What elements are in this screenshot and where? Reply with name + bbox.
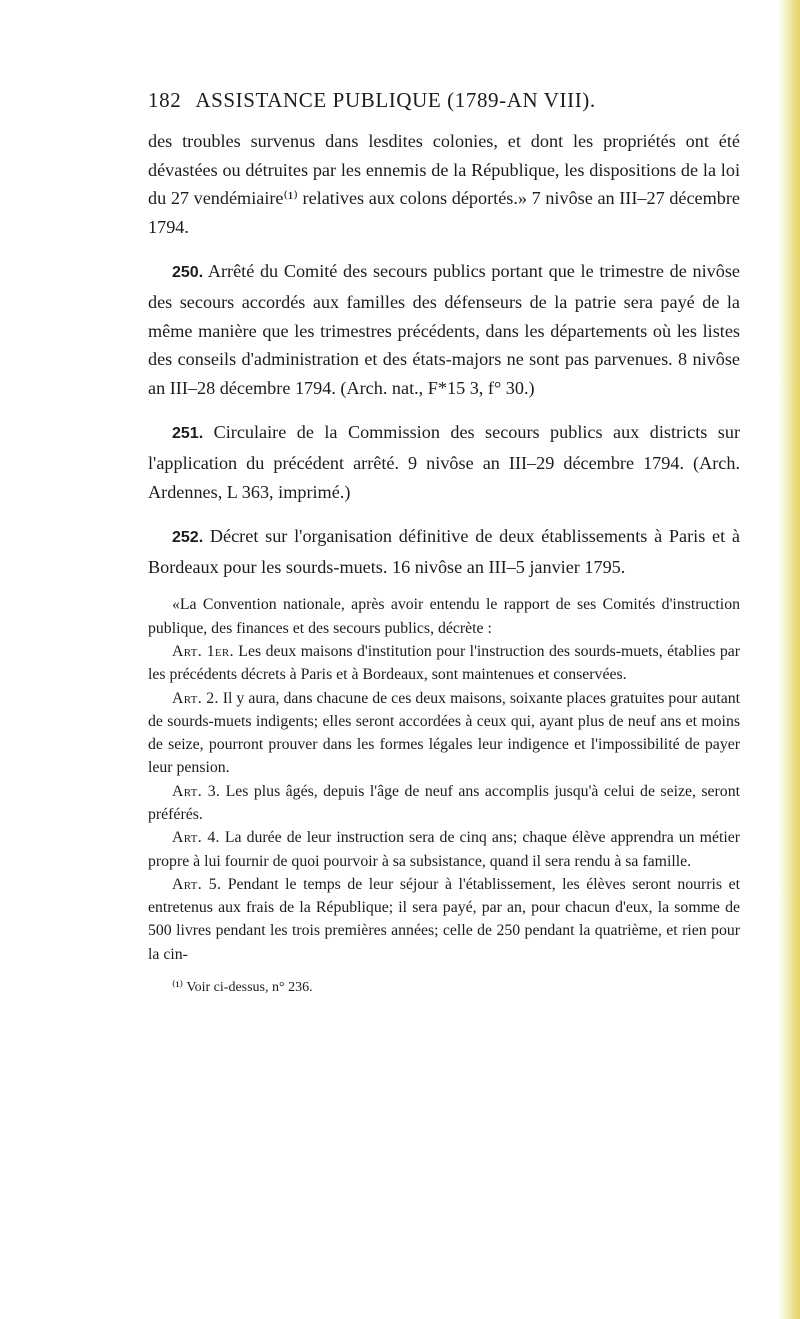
entry-text: Arrêté du Comité des secours publics portant que le trimestre de nivôse des secours accordés aux familles des défenseurs de la patrie sera payé de la même manière que les trimestres précédents, dans les départements où les listes des conseils d'administration et des états-majors ne sont pas parvenues. 8 nivôse an III–28 décembre 1794. (Arch. nat., F*15 3, f° 30.) [148, 261, 740, 398]
article-4 [148, 826, 740, 873]
page-number: 182 [148, 88, 182, 112]
footnote: ⁽¹⁾ Voir ci-dessus, n° 236. [172, 980, 313, 996]
running-title: ASSISTANCE PUBLIQUE (1789-AN VIII). [195, 88, 596, 112]
article-text: Pendant le temps de leur séjour à l'établissement, les élèves seront nourris et entretenus aux frais de la République; il sera payé, par an, pour chacun d'eux, la somme de 500 livres pendant les trois premières années; celle de 250 pendant la quatrième, et rien pour la cin- [148, 875, 740, 963]
article-3 [148, 780, 740, 827]
article-label: Art. 3. [172, 782, 221, 800]
article-text: Les deux maisons d'institution pour l'instruction des sourds-muets, établies par les précédents décrets à Paris et à Bordeaux, sont maintenues et conservées. [148, 642, 740, 684]
running-head [148, 88, 740, 113]
article-label: Art. 4. [172, 829, 220, 847]
article-label: Art. 1er. [172, 642, 234, 660]
entry-number: 252. [172, 529, 204, 547]
article-text: La durée de leur instruction sera de cinq ans; chaque élève apprendra un métier propre à lui fournir de quoi pourvoir à sa subsistance, quand il sera rendu à sa famille. [148, 829, 741, 870]
article-label: Art. 2. [172, 689, 219, 707]
entry-number: 251. [172, 425, 204, 443]
article-label: Art. 5. [172, 875, 222, 893]
entry-250 [148, 257, 740, 402]
continuation-paragraph: des troubles survenus dans lesdites colonies, et dont les propriétés ont été dévastées ou détruites par les ennemis de la République, les dispositions de la loi du 27 vendémiaire⁽¹⁾ relatives aux colons déportés.» 7 nivôse an III–27 décembre 1794. [148, 131, 740, 237]
article-2 [148, 687, 740, 780]
article-text: Les plus âgés, depuis l'âge de neuf ans accomplis jusqu'à celui de seize, seront préférés. [148, 782, 740, 823]
book-page [148, 88, 740, 998]
article-5 [148, 873, 740, 966]
entry-251 [148, 418, 740, 506]
entry-number: 250. [172, 264, 204, 282]
entry-252 [148, 522, 740, 581]
entry-text: Décret sur l'organisation définitive de deux établissements à Paris et à Bordeaux pour les sourds-muets. 16 nivôse an III–5 janvier 1795. [148, 526, 741, 577]
article-text: Il y aura, dans chacune de ces deux maisons, soixante places gratuites pour autant de sourds-muets indigents; elles seront accordées à ceux qui, ayant plus de neuf ans et moins de seize, pourront prouver dans les formes légales leur indigence et l'impossibilité de payer leur pension. [148, 689, 741, 777]
decree-intro: «La Convention nationale, après avoir entendu le rapport de ses Comités d'instruction publique, des finances et des secours publics, décrète : [148, 596, 740, 637]
entry-text: Circulaire de la Commission des secours publics aux districts sur l'application du précédent arrêté. 9 nivôse an III–29 décembre 1794. (Arch. Ardennes, L 363, imprimé.) [148, 422, 740, 502]
article-1 [148, 640, 740, 687]
page-edge-shading [778, 0, 800, 1319]
